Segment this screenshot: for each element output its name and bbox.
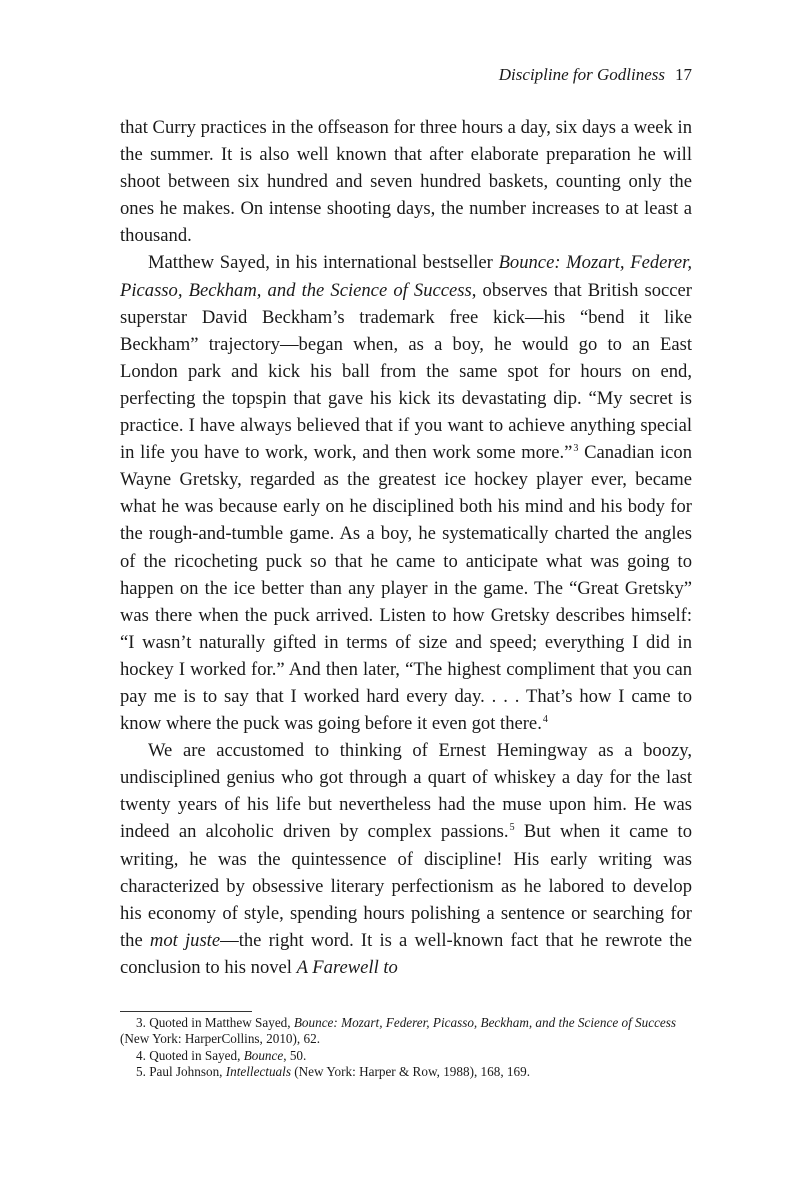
paragraph-2	[120, 249, 692, 737]
paragraph-2-text-b: , observes that British soccer superstar David Beckham’s trademark free kick—his “bend it like Beckham” trajectory—began when, as a boy, he would go to an East London park and kick his ball from the same spot for hours on end, perfecting the topspin that gave his kick its devastating dip. “My secret is practice. I have always believed that if you want to achieve anything special in life you have to work, work, and then work some more.”	[120, 279, 692, 464]
paragraph-3-text-c: —the right word. It is a well-known fact that he rewrote the conclusion to his novel	[120, 929, 692, 978]
footnote-5-text-b: (New York: Harper & Row, 1988), 168, 169.	[290, 1064, 531, 1080]
footnotes	[120, 1015, 692, 1081]
paragraph-2-text-a: Matthew Sayed, in his international bestseller	[148, 252, 499, 274]
footnote-5-text-a: 5. Paul Johnson,	[136, 1064, 226, 1080]
body-text	[120, 114, 692, 981]
paragraph-3-text-a: We are accustomed to thinking of Ernest Hemingway as a boozy, undisciplined genius who got through a quart of whiskey a day for the last twenty years of his life but nevertheless had the muse upon him. He was indeed an alcoholic driven by complex passions.	[120, 740, 692, 843]
footnote-4-title: Bounce	[243, 1047, 284, 1063]
footnote-3-text-b: (New York: HarperCollins, 2010), 62.	[120, 1031, 320, 1047]
footnote-ref-3: 3	[573, 443, 579, 455]
running-title: Discipline for Godliness	[498, 65, 665, 84]
footnote-4-text-a: 4. Quoted in Sayed,	[136, 1047, 244, 1063]
paragraph-3-text-b: But when it came to writing, he was the quintessence of discipline! His early writing was characterized by obsessive literary perfectionism as he labored to develop his economy of style, spending hours polishing a sentence or searching for the	[120, 821, 693, 951]
book-title-farewell: A Farewell to	[296, 956, 398, 978]
paragraph-3	[120, 737, 692, 981]
book-title-bounce: Bounce: Mozart, Federer, Picasso, Beckham, and the Science of Success	[120, 252, 692, 301]
footnote-ref-5: 5	[509, 822, 515, 834]
footnote-divider	[120, 1011, 252, 1012]
footnote-3	[120, 1015, 692, 1048]
footnote-5	[120, 1064, 692, 1080]
running-head	[499, 64, 692, 86]
footnote-3-title: Bounce: Mozart, Federer, Picasso, Beckham, and the Science of Success	[293, 1015, 677, 1030]
term-mot-juste: mot juste	[149, 929, 221, 951]
footnote-3-text-a: 3. Quoted in Matthew Sayed,	[136, 1015, 294, 1030]
paragraph-1-text: that Curry practices in the offseason for three hours a day, six days a week in the summer. It is also well known that after elaborate preparation he will shoot between six hundred and seven hundred baskets, counting only the ones he makes. On intense shooting days, the number increases to at least a thousand.	[120, 117, 692, 247]
footnote-ref-4: 4	[542, 714, 548, 726]
page-number: 17	[675, 65, 692, 84]
paragraph-1	[120, 114, 692, 249]
paragraph-2-text-c: Canadian icon Wayne Gretsky, regarded as the greatest ice hockey player ever, became what he was because early on he disciplined both his mind and his body for the rough-and-tumble game. As a boy, he systematically charted the angles of the ricocheting puck so that he came to anticipate what was going to happen on the ice better than any player in the game. The “Great Gretsky” was there when the puck arrived. Listen to how Gretsky describes himself: “I wasn’t naturally gifted in terms of size and speed; everything I did in hockey I worked for.” And then later, “The highest compliment that you can pay me is to say that I worked hard every day. . . . That’s how I came to know where the puck was going before it even got there.	[120, 442, 692, 735]
footnote-4	[120, 1048, 692, 1064]
footnote-4-text-b: , 50.	[283, 1047, 307, 1063]
footnote-5-title: Intellectuals	[225, 1064, 291, 1080]
